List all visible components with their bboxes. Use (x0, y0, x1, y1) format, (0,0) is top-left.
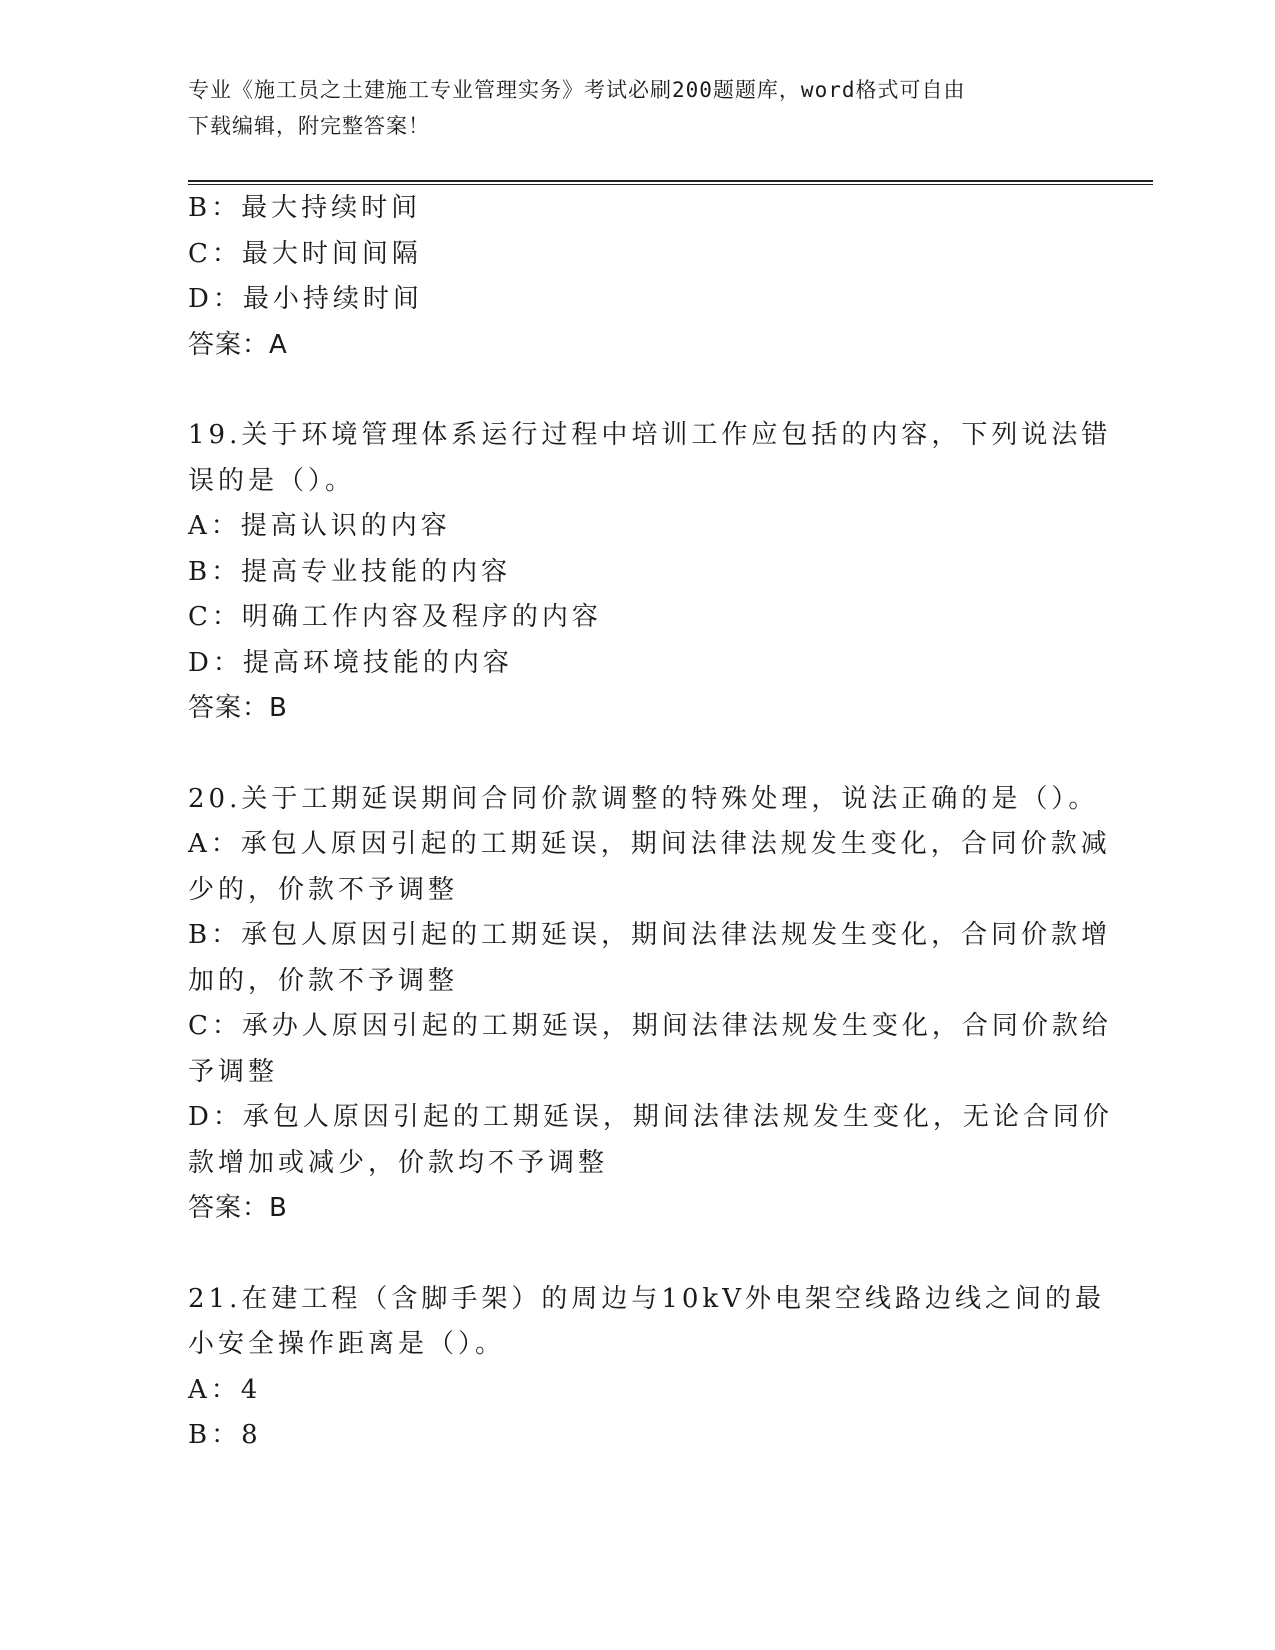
answer-line: 答案：A (188, 329, 288, 360)
option-d-line: D：承包人原因引起的工期延误，期间法律法规发生变化，无论合同价 (188, 1102, 1113, 1132)
option-d: D：最小持续时间 (188, 284, 423, 314)
option-c: C：最大时间间隔 (188, 238, 422, 269)
header-line-1: 专业《施工员之土建施工专业管理实务》考试必刷200题题库，word格式可自由 (188, 78, 966, 102)
option-d: D：提高环境技能的内容 (188, 647, 513, 678)
answer-line: 答案：B (188, 693, 288, 723)
document-header (188, 72, 1088, 144)
question-stem-line: 21.在建工程（含脚手架）的周边与10kV外电架空线路边线之间的最 (188, 1283, 1105, 1314)
option-a-line: A：承包人原因引起的工期延误，期间法律法规发生变化，合同价款减 (188, 829, 1111, 859)
question-stem-line: 误的是（）。 (188, 465, 356, 496)
option-d-line: 款增加或减少，价款均不予调整 (188, 1147, 609, 1178)
option-a-line: 少的，价款不予调整 (188, 874, 459, 905)
option-c: C：明确工作内容及程序的内容 (188, 602, 602, 632)
option-c-line: 予调整 (188, 1056, 279, 1087)
spacer (188, 732, 1088, 777)
question-stem-line: 19.关于环境管理体系运行过程中培训工作应包括的内容，下列说法错 (188, 420, 1112, 450)
question-18-tail (188, 186, 1088, 368)
option-c-line: C：承办人原因引起的工期延误，期间法律法规发生变化，合同价款给 (188, 1011, 1112, 1041)
spacer (188, 368, 1088, 413)
question-stem-line: 20.关于工期延误期间合同价款调整的特殊处理，说法正确的是（）。 (188, 783, 1099, 814)
question-21 (188, 1277, 1105, 1459)
option-b: B：提高专业技能的内容 (188, 556, 512, 587)
option-a: A：4 (188, 1374, 262, 1405)
option-b: B：8 (188, 1420, 262, 1450)
spacer (188, 1232, 1088, 1277)
option-b-line: B：承包人原因引起的工期延误，期间法律法规发生变化，合同价款增 (188, 920, 1112, 950)
question-20 (188, 777, 1113, 1232)
answer-line: 答案：B (188, 1193, 288, 1223)
header-divider-thick (188, 180, 1153, 182)
header-line-2: 下载编辑，附完整答案！ (188, 114, 430, 138)
question-stem-line: 小安全操作距离是（）。 (188, 1329, 506, 1359)
option-a: A：提高认识的内容 (188, 511, 451, 541)
question-19 (188, 413, 1112, 732)
option-b: B：最大持续时间 (188, 193, 422, 223)
header-divider-thin (188, 184, 1153, 185)
question-content (188, 186, 1113, 1459)
option-b-line: 加的，价款不予调整 (188, 965, 459, 996)
